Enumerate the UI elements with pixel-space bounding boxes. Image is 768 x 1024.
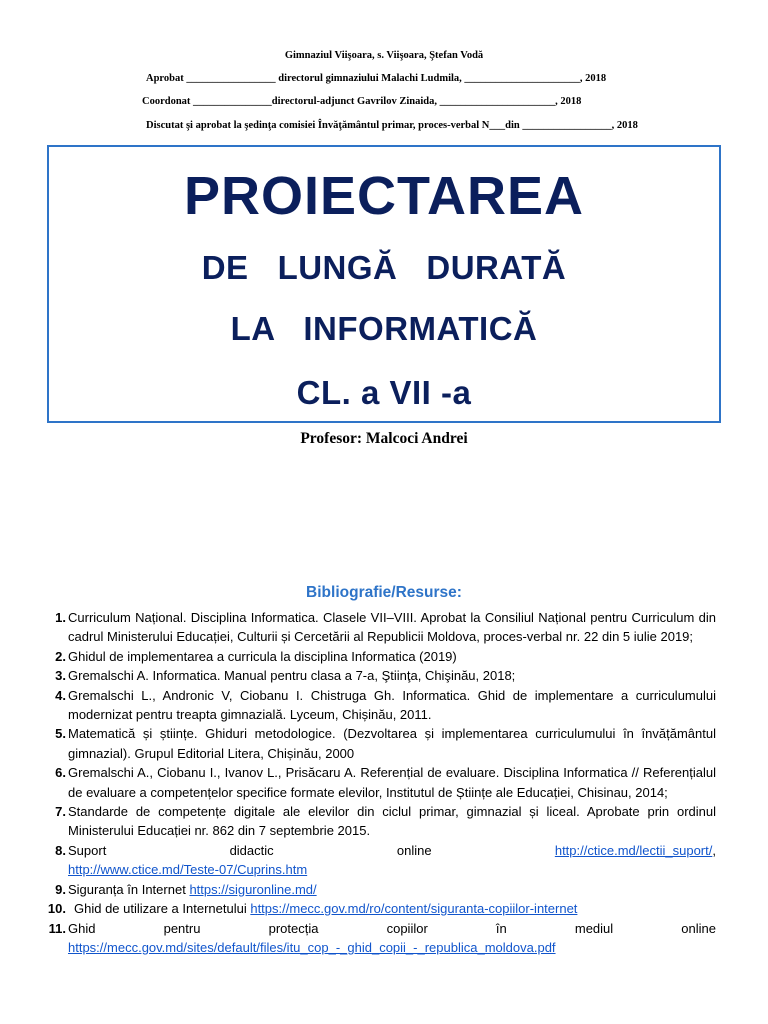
title-line-1: PROIECTAREA	[183, 166, 585, 226]
item-word: didactic	[229, 842, 274, 858]
list-item	[44, 724, 716, 763]
item-number: 8.	[55, 842, 66, 858]
list-item	[44, 802, 716, 841]
school-name: Gimnaziul Viişoara, s. Viişoara, Ştefan Vodă	[284, 50, 484, 61]
item-word: Ghid	[68, 920, 96, 936]
item-number: 5.	[55, 726, 66, 742]
list-item	[44, 686, 716, 725]
item-word: protecția	[268, 920, 319, 936]
item-text: Standarde de competențe digitale ale elevilor din ciclul primar, gimnazial și liceal. Aprobate prin ordinul Ministerului Educației nr. 862 din 7 septembrie 2015.	[68, 804, 716, 839]
item-number: 11.	[48, 920, 66, 936]
item-number: 3.	[55, 668, 66, 684]
mecc-internet-link[interactable]: https://mecc.gov.md/ro/content/siguranta-copiilor-internet	[250, 901, 578, 917]
item-text: Matematică și științe. Ghiduri metodologice. (Dezvoltarea și implementarea curriculumului în învățământul gimnazial). Grupul Editorial Litera, Chișinău, 2000	[68, 726, 716, 761]
list-item	[44, 763, 716, 802]
item-number: 10.	[47, 901, 66, 917]
item-link-wrap	[555, 841, 716, 860]
list-item	[44, 647, 716, 666]
list-item	[44, 841, 716, 880]
item-text: Curriculum Național. Disciplina Informatica. Clasele VII–VIII. Aprobat la Consiliul Național pentru Curriculum din cadrul Ministerului Educației, Culturii și Cercetării al Republicii Moldova, proces-verbal nr. 22 din 5 iulie 2019;	[68, 610, 716, 645]
title-line-3: LA INFORMATICĂ	[230, 310, 538, 347]
item-number: 1.	[55, 610, 66, 625]
item-number: 7.	[55, 804, 66, 820]
list-item	[44, 919, 716, 958]
item-spread-line	[68, 841, 716, 860]
bibliography-heading: Bibliografie/Resurse:	[306, 584, 462, 601]
teacher-name: Profesor: Malcoci Andrei	[300, 430, 468, 447]
item-number: 4.	[55, 687, 66, 703]
list-item	[44, 899, 716, 918]
list-item	[44, 880, 716, 899]
item-word: Suport	[68, 842, 107, 858]
item-word: în	[495, 920, 507, 936]
suport-lectii-link[interactable]: http://ctice.md/lectii_suport/	[554, 842, 713, 858]
discussion-line: Discutat şi aprobat la şedinţa comisiei Învăţământul primar, proces-verbal N___din _________________, 2018	[146, 120, 638, 131]
mecc-ghid-pdf-link[interactable]: https://mecc.gov.md/sites/default/files/itu_cop_-_ghid_copii_-_republica_moldova.pdf	[68, 939, 556, 955]
item-word: online	[396, 842, 432, 858]
item-word: pentru	[163, 920, 201, 936]
item-text: Gremalschi A. Informatica. Manual pentru clasa a 7-a, Ştiinţa, Chişinău, 2018;	[68, 668, 516, 684]
teste-cuprins-link[interactable]: http://www.ctice.md/Teste-07/Cuprins.htm	[68, 862, 308, 878]
item-word: copiilor	[386, 920, 428, 936]
item-number: 9.	[55, 881, 66, 897]
item-text: Ghid de utilizare a Internetului	[74, 901, 247, 917]
approval-line: Aprobat _________________ directorul gimnaziului Malachi Ludmila, ______________________, 2018	[146, 73, 607, 84]
item-word: online	[681, 920, 716, 936]
item-number: 2.	[55, 648, 66, 664]
item-spread-line	[68, 919, 716, 938]
list-item	[44, 608, 716, 647]
item-text: Gremalschi A., Ciobanu I., Ivanov L., Prisăcaru A. Referențial de evaluare. Disciplina Informatica // Referențialul de evaluare a competențelor specifice formate elevilor, Institutul de Științe ale Educației, Chisinau, 2014;	[68, 765, 716, 800]
item-text: Gremalschi L., Andronic V, Ciobanu I. Chistruga Gh. Informatica. Ghid de implementare a curriculumului modernizat pentru treapta gimnazială. Lyceum, Chișinău, 2011.	[68, 687, 716, 723]
list-item	[44, 666, 716, 685]
item-text: Siguranța în Internet	[68, 881, 186, 897]
item-text: Ghidul de implementarea a curricula la disciplina Informatica (2019)	[68, 648, 457, 664]
bibliography-list	[44, 608, 716, 957]
item-punct: ,	[712, 842, 716, 858]
title-box	[47, 145, 721, 423]
item-word: mediul	[574, 920, 614, 936]
item-number: 6.	[55, 765, 66, 781]
coordination-line: Coordonat _______________directorul-adjunct Gavrilov Zinaida, ______________________, 2018	[142, 96, 582, 107]
siguronline-link[interactable]: https://siguronline.md/	[189, 881, 317, 897]
title-line-2: DE LUNGĂ DURATĂ	[201, 249, 567, 286]
title-line-4: CL. a VII -a	[296, 374, 472, 411]
